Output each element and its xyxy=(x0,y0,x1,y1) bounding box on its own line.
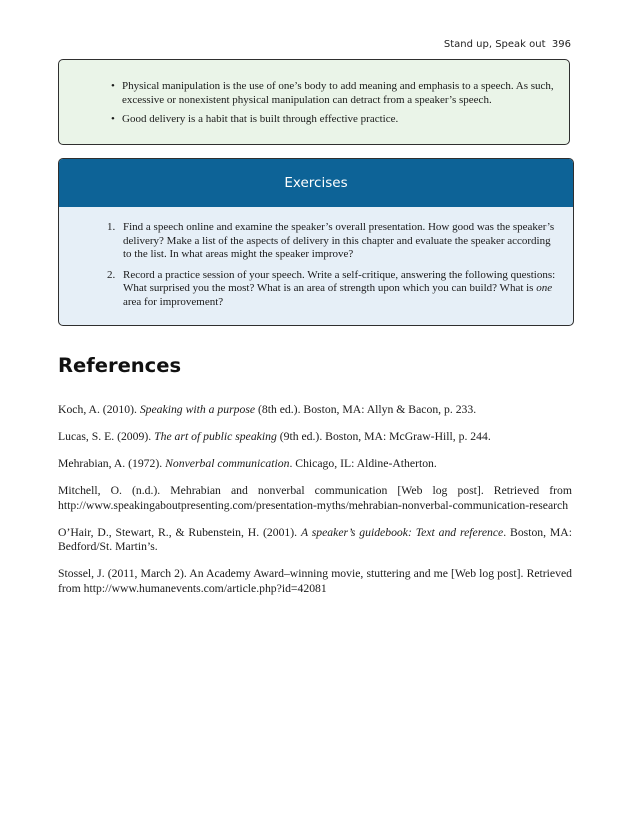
takeaway-item: • Good delivery is a habit that is built through effective practice. xyxy=(122,113,559,127)
reference-item xyxy=(58,526,572,555)
running-header xyxy=(444,39,571,50)
exercises-title: Exercises xyxy=(59,159,573,207)
reference-item xyxy=(58,457,572,472)
reference-authors: Lucas, S. E. (2009). xyxy=(58,430,155,443)
exercises-box xyxy=(58,158,574,326)
references-list xyxy=(58,403,572,609)
reference-publisher: . Chicago, IL: Aldine-Atherton. xyxy=(289,457,437,470)
reference-item xyxy=(58,430,572,445)
reference-item xyxy=(58,403,572,418)
reference-publisher: (8th ed.). Boston, MA: Allyn & Bacon, p. 233. xyxy=(255,403,477,416)
reference-title: A speaker’s guidebook: Text and reference xyxy=(300,525,504,539)
exercises-body xyxy=(59,207,573,310)
reference-title: The art of public speaking xyxy=(154,430,277,443)
exercises-list xyxy=(59,207,573,310)
exercise-item xyxy=(107,221,559,262)
page-number: 396 xyxy=(551,39,571,50)
reference-title: Speaking with a purpose xyxy=(139,403,256,416)
reference-publisher: (9th ed.). Boston, MA: McGraw-Hill, p. 244. xyxy=(276,430,491,443)
exercise-number: 1. xyxy=(107,221,116,233)
takeaway-item: • Physical manipulation is the use of one’s body to add meaning and emphasis to a speech. As such, excessive or nonexistent physical manipulation can detract from a speaker’s speech. xyxy=(122,80,559,107)
reference-authors: O’Hair, D., Stewart, R., & Rubenstein, H. (2001). xyxy=(58,525,301,539)
reference-title: Nonverbal communication xyxy=(165,457,290,470)
exercise-text: Find a speech online and examine the speaker’s overall presentation. How good was the speaker’s delivery? Make a list of the aspects of delivery in this chapter and evaluate the speaker according to the list. In what areas might the speaker improve? xyxy=(123,221,555,261)
exercise-number: 2. xyxy=(107,268,116,281)
reference-item xyxy=(58,484,572,513)
references-heading: References xyxy=(58,354,182,377)
reference-text: Mitchell, O. (n.d.). Mehrabian and nonverbal communication [Web log post]. Retrieved from http://www.speakingaboutpresenting.com/presentation-myths/mehrabian-nonverbal-communication-research xyxy=(58,484,572,512)
exercise-text: Record a practice session of your speech. Write a self-critique, answering the following questions: What surprised you the most? What is an area of strength upon which you can build? What is xyxy=(123,268,556,295)
reference-item xyxy=(58,567,572,596)
reference-authors: Mehrabian, A. (1972). xyxy=(58,457,166,470)
reference-authors: Koch, A. (2010). xyxy=(58,403,140,416)
exercise-emphasis: one xyxy=(536,282,553,295)
exercise-item xyxy=(107,268,559,310)
exercise-text-end: area for improvement? xyxy=(123,295,224,308)
running-title: Stand up, Speak out xyxy=(443,39,546,50)
key-takeaways-box xyxy=(58,59,570,145)
takeaways-list xyxy=(59,60,569,127)
reference-text: Stossel, J. (2011, March 2). An Academy Award–winning movie, stuttering and me [Web log post]. Retrieved from http://www.humanevents.com/article.php?id=42081 xyxy=(58,567,572,596)
reference-publisher: . Boston, MA: Bedford/St. Martin’s. xyxy=(58,525,572,554)
